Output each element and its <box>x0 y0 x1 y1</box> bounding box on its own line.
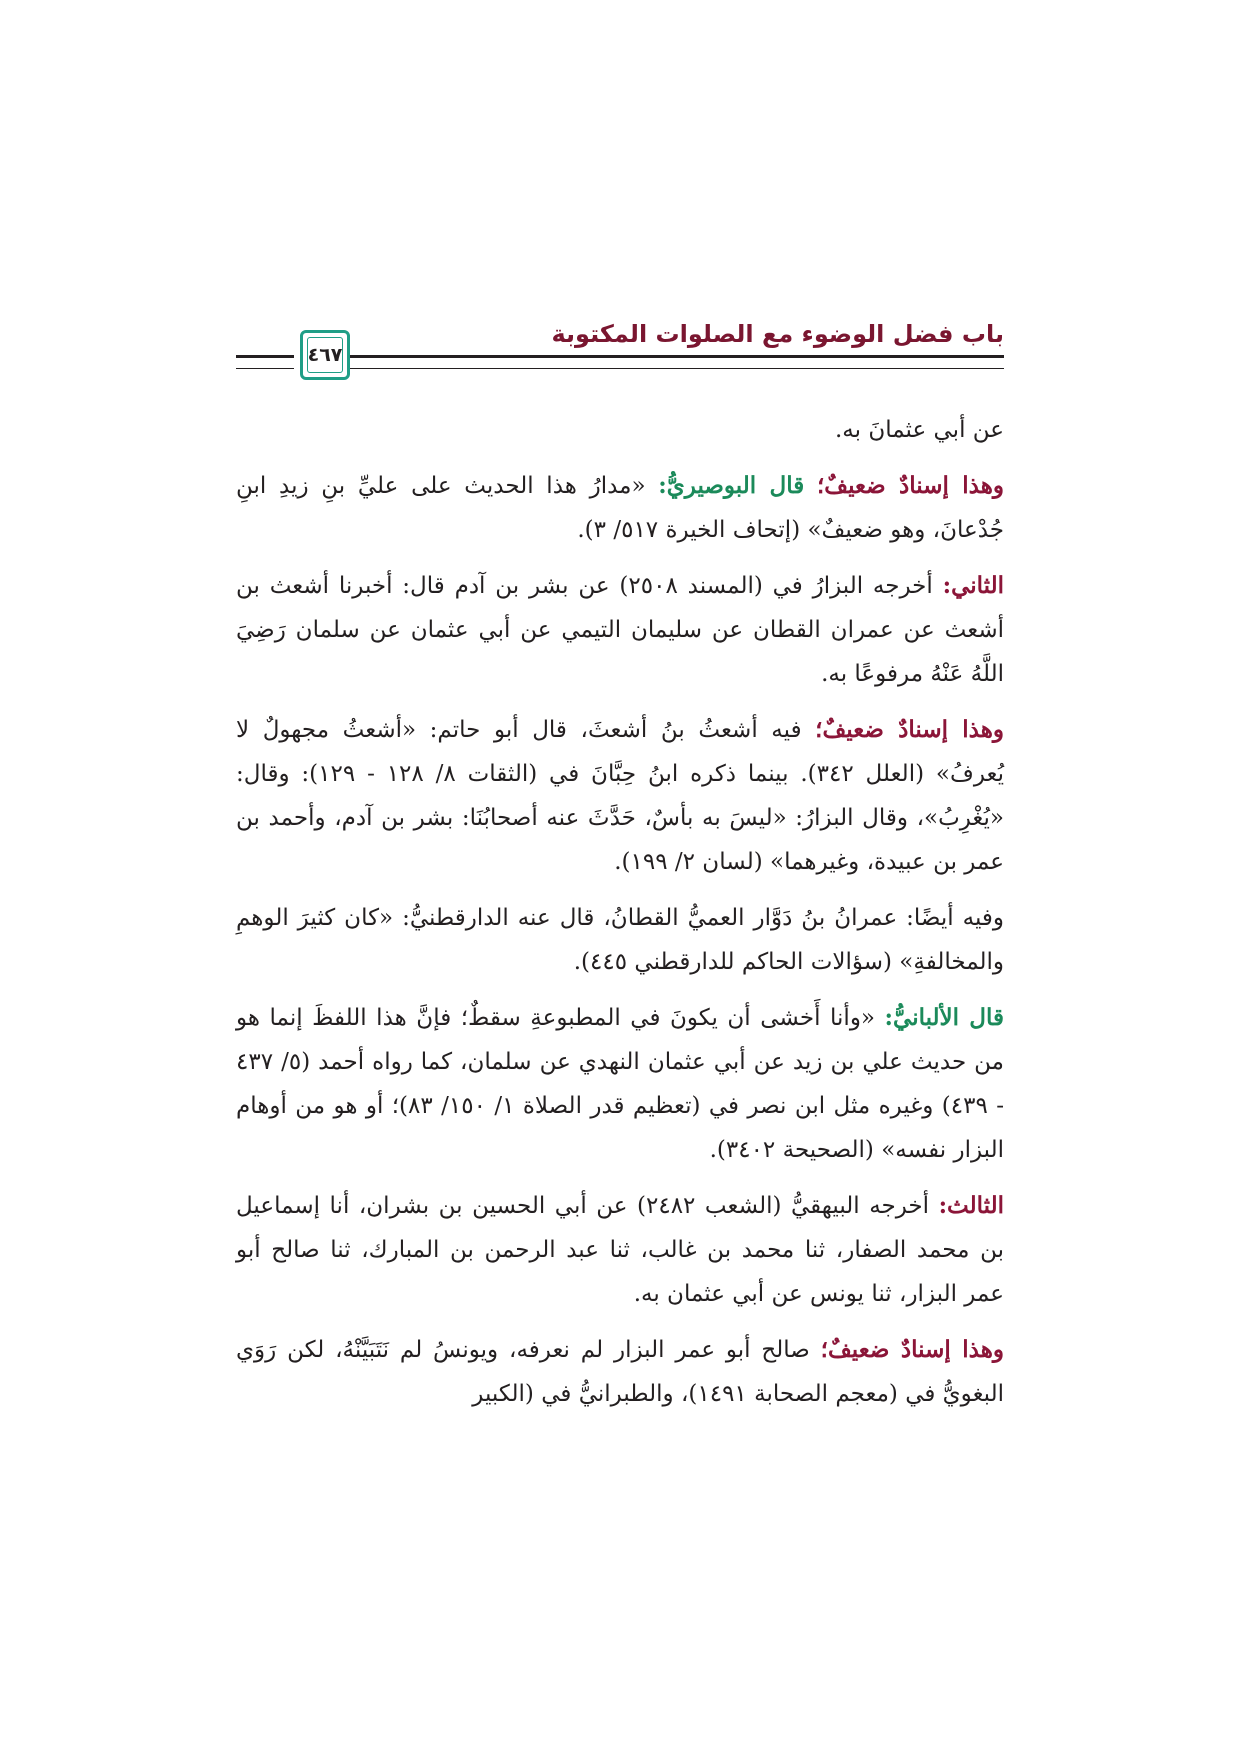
p8-label-weak-chain: وهذا إسنادٌ ضعيفٌ؛ <box>820 1336 1004 1363</box>
p2-label-busiri: قال البوصيريُّ: <box>658 472 805 499</box>
paragraph-2 <box>236 464 1004 552</box>
header-rule-right <box>349 355 1004 369</box>
paragraph-8 <box>236 1328 1004 1416</box>
paragraph-6 <box>236 996 1004 1172</box>
p7-text: أخرجه البيهقيُّ (الشعب ٢٤٨٢) عن أبي الحسين بن بشران، أنا إسماعيل بن محمد الصفار، ثنا محمد بن غالب، ثنا عبد الرحمن بن المبارك، ثنا صالح أبو عمر البزار، ثنا يونس عن أبي عثمان به. <box>236 1193 1004 1307</box>
page-body <box>236 408 1004 1428</box>
p6-label-albani: قال الألبانيُّ: <box>884 1004 1004 1031</box>
p8-text: صالح أبو عمر البزار لم نعرفه، ويونسُ لم نَتَبَيَّنْهُ، لكن رَوَي البغويُّ في (معجم الصحابة ١٤٩١)، والطبرانيُّ في (الكبير <box>236 1337 1004 1407</box>
page-header <box>236 300 1004 370</box>
paragraph-4 <box>236 708 1004 884</box>
paragraph-3 <box>236 564 1004 696</box>
p4-label-weak-chain: وهذا إسنادٌ ضعيفٌ؛ <box>815 716 1004 743</box>
p6-text: «وأنا أَخشى أن يكونَ في المطبوعةِ سقطٌ؛ فإنَّ هذا اللفظَ إنما هو من حديث علي بن زيد عن أبي عثمان النهدي عن سلمان، كما رواه أحمد (٥/ ٤٣٧ - ٤٣٩) وغيره مثل ابن نصر في (تعظيم قدر الصلاة ١/ ١٥٠/ ٨٣)؛ أو هو من أوهام البزار نفسه» (الصحيحة ٣٤٠٢). <box>236 1005 1005 1163</box>
p4-text: فيه أشعثُ بنُ أشعثَ، قال أبو حاتم: «أشعثُ مجهولٌ لا يُعرفُ» (العلل ٣٤٢). بينما ذكره ابنُ حِبَّانَ في (الثقات ٨/ ١٢٨ - ١٢٩): وقال: «يُغْرِبُ»، وقال البزارُ: «ليسَ به بأسٌ، حَدَّثَ عنه أصحابُنَا: بشر بن آدم، وأحمد بن عمر بن عبيدة، وغيرهما» (لسان ٢/ ١٩٩). <box>236 717 1005 875</box>
page-number-badge <box>300 330 350 380</box>
p2-label-weak-chain: وهذا إسنادٌ ضعيفٌ؛ <box>816 472 1004 499</box>
p7-label-third: الثالث: <box>938 1192 1004 1219</box>
p5-text: وفيه أيضًا: عمرانُ بنُ دَوَّار العميُّ القطانُ، قال عنه الدارقطنيُّ: «كان كثيرَ الوهمِ والمخالفةِ» (سؤالات الحاكم للدارقطني ٤٤٥). <box>236 905 1004 975</box>
p1-text: عن أبي عثمانَ به. <box>834 417 1004 443</box>
chapter-title: باب فضل الوضوء مع الصلوات المكتوبة <box>551 320 1004 348</box>
p3-text: أخرجه البزارُ في (المسند ٢٥٠٨) عن بشر بن آدم قال: أخبرنا أشعث بن أشعث عن عمران القطان عن سليمان التيمي عن أبي عثمان عن سلمان رَضِيَ اللَّهُ عَنْهُ مرفوعًا به. <box>236 573 1004 687</box>
p3-label-second: الثاني: <box>942 572 1004 599</box>
p2-text: «مدارُ هذا الحديث على عليِّ بنِ زيدِ ابنِ جُدْعانَ، وهو ضعيفٌ» (إتحاف الخيرة ٥١٧/ ٣). <box>236 473 1004 543</box>
page-number: ٤٦٧ <box>307 344 343 366</box>
paragraph-7 <box>236 1184 1004 1316</box>
header-rule-left <box>236 355 294 369</box>
paragraph-1 <box>236 408 1004 452</box>
paragraph-5 <box>236 896 1004 984</box>
